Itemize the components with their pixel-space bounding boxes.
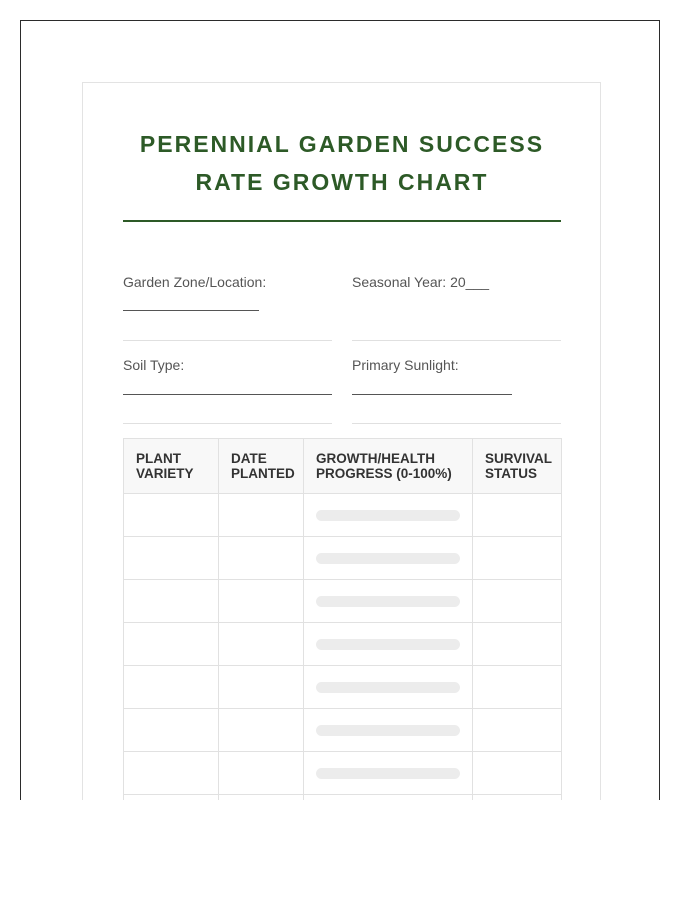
plant-variety-cell[interactable] <box>124 752 219 795</box>
survival-status-cell[interactable] <box>473 494 562 537</box>
header-growth-progress: GROWTH/HEALTH PROGRESS (0-100%) <box>304 439 473 494</box>
page-frame <box>20 20 660 800</box>
garden-zone-blank-line[interactable] <box>123 310 259 311</box>
progress-bar[interactable] <box>316 510 460 521</box>
table-row <box>124 537 562 580</box>
date-planted-cell[interactable] <box>219 752 304 795</box>
progress-bar[interactable] <box>316 553 460 564</box>
garden-zone-label: Garden Zone/Location: <box>123 274 267 290</box>
table-row <box>124 752 562 795</box>
seasonal-year-label: Seasonal Year: 20___ <box>352 274 490 290</box>
survival-status-cell[interactable] <box>473 709 562 752</box>
soil-type-label: Soil Type: <box>123 357 185 373</box>
plant-variety-cell[interactable] <box>124 666 219 709</box>
growth-progress-cell <box>304 580 473 623</box>
survival-status-cell[interactable] <box>473 666 562 709</box>
date-planted-cell[interactable] <box>219 537 304 580</box>
worksheet <box>82 82 601 800</box>
growth-progress-cell <box>304 537 473 580</box>
garden-zone-field[interactable] <box>123 274 332 341</box>
survival-status-cell[interactable] <box>473 580 562 623</box>
soil-type-field[interactable] <box>123 357 332 424</box>
progress-bar[interactable] <box>316 639 460 650</box>
table-row <box>124 666 562 709</box>
plant-variety-cell[interactable] <box>124 494 219 537</box>
date-planted-cell[interactable] <box>219 494 304 537</box>
date-planted-cell[interactable] <box>219 709 304 752</box>
header-survival-status: SURVIVAL STATUS <box>473 439 562 494</box>
seasonal-year-field[interactable] <box>352 274 561 341</box>
page-title: PERENNIAL GARDEN SUCCESS RATE GROWTH CHART <box>139 131 545 195</box>
growth-progress-cell <box>304 752 473 795</box>
survival-status-cell[interactable] <box>473 537 562 580</box>
table-row <box>124 795 562 801</box>
primary-sunlight-blank-line[interactable] <box>352 394 512 395</box>
header-date-planted: DATE PLANTED <box>219 439 304 494</box>
progress-bar[interactable] <box>316 768 460 779</box>
growth-progress-cell <box>304 795 473 801</box>
table-row <box>124 709 562 752</box>
growth-progress-cell <box>304 623 473 666</box>
table-row <box>124 494 562 537</box>
growth-progress-cell <box>304 666 473 709</box>
soil-type-blank-line[interactable] <box>123 394 332 395</box>
survival-status-cell[interactable] <box>473 623 562 666</box>
plant-variety-cell[interactable] <box>124 709 219 752</box>
title-divider <box>123 220 561 222</box>
table-header-row <box>124 439 562 494</box>
primary-sunlight-label: Primary Sunlight: <box>352 357 459 373</box>
table-row <box>124 623 562 666</box>
growth-tracking-table <box>123 438 562 800</box>
plant-variety-cell[interactable] <box>124 537 219 580</box>
progress-bar[interactable] <box>316 725 460 736</box>
survival-status-cell[interactable] <box>473 795 562 801</box>
survival-status-cell[interactable] <box>473 752 562 795</box>
date-planted-cell[interactable] <box>219 795 304 801</box>
plant-variety-cell[interactable] <box>124 795 219 801</box>
table-row <box>124 580 562 623</box>
date-planted-cell[interactable] <box>219 666 304 709</box>
date-planted-cell[interactable] <box>219 623 304 666</box>
primary-sunlight-field[interactable] <box>352 357 561 424</box>
growth-progress-cell <box>304 494 473 537</box>
growth-progress-cell <box>304 709 473 752</box>
progress-bar[interactable] <box>316 596 460 607</box>
plant-variety-cell[interactable] <box>124 580 219 623</box>
header-plant-variety: PLANT VARIETY <box>124 439 219 494</box>
progress-bar[interactable] <box>316 682 460 693</box>
date-planted-cell[interactable] <box>219 580 304 623</box>
table-body <box>124 494 562 801</box>
plant-variety-cell[interactable] <box>124 623 219 666</box>
